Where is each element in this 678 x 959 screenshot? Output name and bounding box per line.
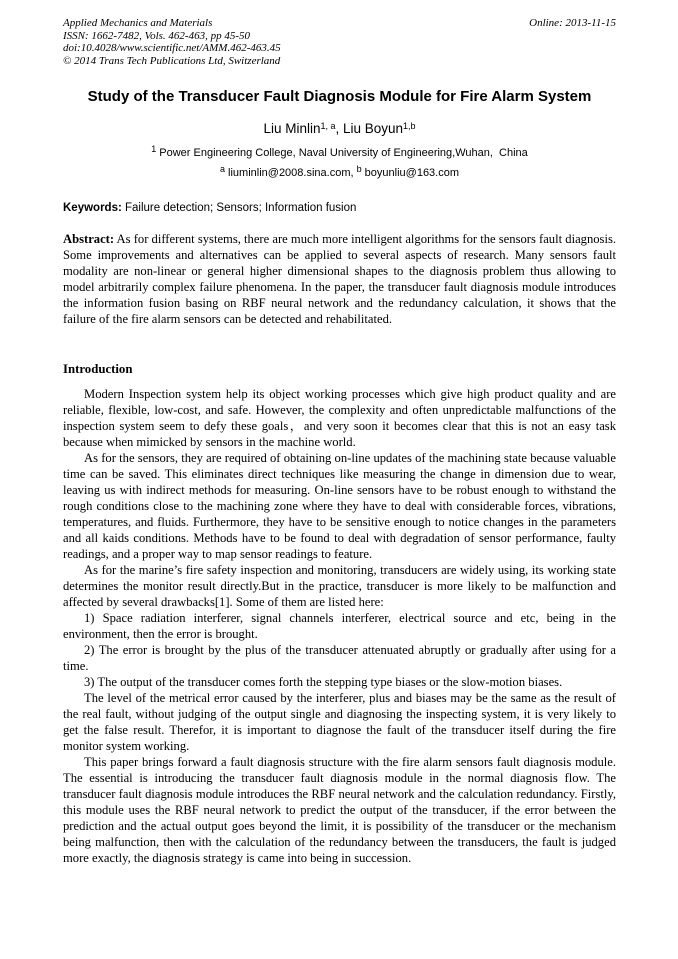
- keywords-label: Keywords:: [63, 202, 122, 214]
- keywords-text: Failure detection; Sensors; Information fusion: [121, 202, 357, 214]
- affiliation-text: Power Engineering College, Naval University of Engineering,Wuhan, China: [156, 147, 528, 159]
- intro-list-item-3: 3) The output of the transducer comes forth the stepping type biases or the slow-motion biases.: [84, 675, 563, 689]
- authors-line: [63, 120, 616, 137]
- authors-separator: ,: [335, 121, 343, 136]
- author-1: Liu Minlin: [263, 121, 321, 136]
- author-2-superscript: 1,b: [403, 121, 416, 131]
- journal-header-left: [63, 17, 281, 67]
- intro-paragraph-2: As for the sensors, they are required of obtaining on-line updates of the machining state because valuable time can be saved. This eliminates direct techniques like measuring the change in dimension due to wear, leaving us with indirect methods for measuring. On-line sensors have to be robust enough to withstand the rough conditions close to the machining zone where they have to deal with considerable forces, vibrations, temperatures, and fluids. Furthermore, they have to be sensitive enough to notice changes in the parameters and all kaids conditions. Methods have to be found to deal with degradation of sensor performance, faulty readings, and a proper way to map sensor readings to feature.: [63, 451, 616, 561]
- doi-line: doi:10.4028/www.scientific.net/AMM.462-463.45: [63, 42, 281, 54]
- emails-line: [63, 164, 616, 180]
- intro-paragraph-5: This paper brings forward a fault diagnosis structure with the fire alarm sensors fault diagnosis module. The essential is introducing the transducer fault diagnosis module in the normal diagnosis flow. The transducer fault diagnosis module introduces the RBF neural network and the calculation redundancy. Firstly, this module uses the RBF neural network to predict the output of the transducer, if the error between the prediction and the actual output goes beyond the limit, it is possibility of the transducer or the mechanism being malfunction, then with the calculation of the redundancy between the transducers, the fault is judged more exactly, the diagnosis strategy is came into being in succession.: [63, 755, 616, 865]
- intro-list-item-2: 2) The error is brought by the plus of the transducer attenuated abruptly or gradually after using for a time.: [63, 643, 616, 673]
- online-date: Online: 2013-11-15: [529, 17, 616, 29]
- intro-paragraph-1: Modern Inspection system help its object working processes which give high product quality and are reliable, flexible, low-cost, and safe. However, the complexity and often unpredictable malfunctions of the inspection system seem to defy these goals，and very soon it becomes clear that this is not an easy task because when mimicked by sensors in the machine world.: [63, 387, 616, 449]
- abstract-text: As for different systems, there are much more intelligent algorithms for the sensors fault diagnosis. Some improvements and alternatives can be applied to several aspects of research. Many sensors fault modality are non-linear or general higher dimensional shapes to the diagnosis problem thus allowing to model arbitrarily complex failure phenomena. In the paper, the transducer fault diagnosis module introduces the information fusion basing on RBF neural network and the redundancy calculation, it shows that the failure of the fire alarm sensors can be detected and rehabilitated.: [63, 232, 616, 326]
- email-b: boyunliu@163.com: [361, 167, 460, 179]
- journal-header: [63, 17, 616, 67]
- intro-paragraph-3: As for the marine’s fire safety inspection and monitoring, transducers are widely using, its working state determines the monitor result directly.But in the practice, transducer is more likely to be malfunction and affected by several drawbacks[1]. Some of them are listed here:: [63, 563, 616, 609]
- author-1-superscript: 1, a: [320, 121, 336, 131]
- affiliation-superscript: 1: [151, 144, 157, 154]
- paper-title: Study of the Transducer Fault Diagnosis Module for Fire Alarm System: [87, 88, 592, 105]
- journal-name: Applied Mechanics and Materials: [63, 17, 213, 29]
- section-heading-introduction: Introduction: [63, 362, 133, 376]
- author-2: Liu Boyun: [343, 121, 404, 136]
- email-a-superscript: a: [219, 164, 225, 174]
- abstract-block: [63, 231, 616, 327]
- abstract-label: Abstract:: [63, 232, 115, 246]
- email-a: liuminlin@2008.sina.com,: [224, 167, 357, 179]
- affiliation-line: [63, 144, 616, 160]
- intro-list-item-1: 1) Space radiation interferer, signal channels interferer, electrical source and etc, being in the environment, then the error is brought.: [63, 611, 616, 641]
- email-b-superscript: b: [356, 164, 362, 174]
- copyright-line: © 2014 Trans Tech Publications Ltd, Switzerland: [63, 54, 281, 67]
- issn-line: ISSN: 1662-7482, Vols. 462-463, pp 45-50: [63, 29, 250, 42]
- intro-paragraph-4: The level of the metrical error caused by the interferer, plus and biases may be the same as the result of the real fault, without judging of the output single and diagnosing the inspecting system, it is very likely to get the false result. Therefor, it is important to diagnose the fault of the transducer itself during the fire monitor system working.: [63, 691, 616, 753]
- keywords-line: [63, 201, 616, 215]
